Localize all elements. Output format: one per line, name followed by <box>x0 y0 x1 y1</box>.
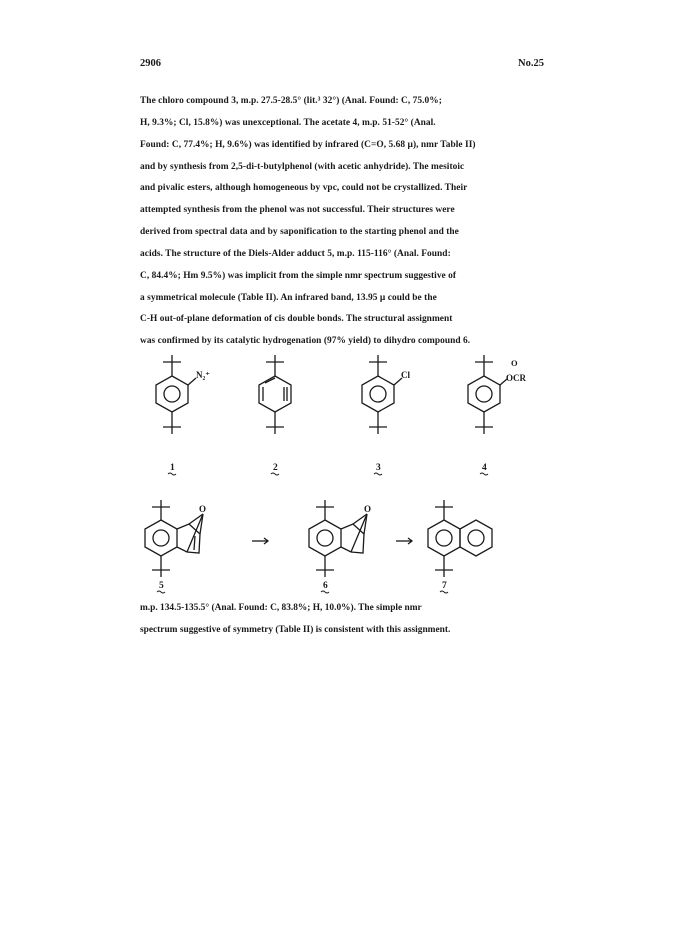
text-line: and by synthesis from 2,5-di-t-butylphenol (with acetic anhydride). The mesitoic <box>140 161 465 172</box>
ketone-o-label: O <box>199 504 207 514</box>
compound-label-4: 4 <box>482 463 487 473</box>
text-line: C-H out-of-plane deformation of cis double bonds. The structural assignment <box>140 314 453 325</box>
cl-label: Cl <box>401 370 410 380</box>
structure-4-ester <box>468 355 507 434</box>
compound-label-6: 6 <box>323 581 328 591</box>
wavy-underlines-row2 <box>157 591 448 593</box>
page-number: 2906 <box>140 58 161 69</box>
n2-label: N₂⁺ <box>196 370 210 380</box>
ketone-o-label: O <box>364 504 372 514</box>
compound-label-2: 2 <box>273 463 278 473</box>
structure-3-chloro <box>362 355 402 434</box>
text-line: C, 84.4%; Hm 9.5%) was implicit from the simple nmr spectrum suggestive of <box>140 270 457 281</box>
structure-5-adduct <box>145 500 203 577</box>
text-line: m.p. 134.5-135.5° (Anal. Found: C, 83.8%; H, 10.0%). The simple nmr <box>140 603 422 613</box>
compound-label-7: 7 <box>442 581 447 591</box>
text-line: H, 9.3%; Cl, 15.8%) was unexceptional. The acetate 4, m.p. 51-52° (Anal. <box>140 117 436 128</box>
issue-number: No.25 <box>518 58 544 69</box>
text-line: attempted synthesis from the phenol was not successful. Their structures were <box>140 205 455 216</box>
compound-label-3: 3 <box>376 463 381 473</box>
text-line: a symmetrical molecule (Table II). An infrared band, 13.95 µ could be the <box>140 292 437 303</box>
text-line: acids. The structure of the Diels-Alder adduct 5, m.p. 115-116° (Anal. Found: <box>140 248 451 259</box>
carbonyl-o-label: O <box>511 358 518 368</box>
reaction-arrow <box>252 538 268 544</box>
ocr-label: OCR <box>506 373 526 383</box>
caption-text <box>140 596 545 640</box>
text-line: and pivalic esters, although homogeneous by vpc, could not be crystallized. Their <box>140 183 468 194</box>
reaction-arrow <box>396 538 412 544</box>
structure-2-aryne <box>259 355 291 434</box>
text-line: Found: C, 77.4%; H, 9.6%) was identified by infrared (C=O, 5.68 µ), nmr Table II) <box>140 139 476 150</box>
structure-1-diazonium <box>156 355 196 434</box>
compound-label-5: 5 <box>159 581 164 591</box>
compound-label-1: 1 <box>170 463 175 473</box>
text-line: was confirmed by its catalytic hydrogenation (97% yield) to dihydro compound 6. <box>140 336 471 347</box>
text-line: The chloro compound 3, m.p. 27.5-28.5° (lit.³ 32°) (Anal. Found: C, 75.0%; <box>140 96 442 106</box>
text-line: spectrum suggestive of symmetry (Table II) is consistent with this assignment. <box>140 624 451 635</box>
wavy-underlines-row1 <box>168 473 488 475</box>
structure-6-dihydro <box>309 500 367 577</box>
structure-7-naphthalene <box>428 500 492 577</box>
text-line: derived from spectral data and by saponification to the starting phenol and the <box>140 227 459 238</box>
